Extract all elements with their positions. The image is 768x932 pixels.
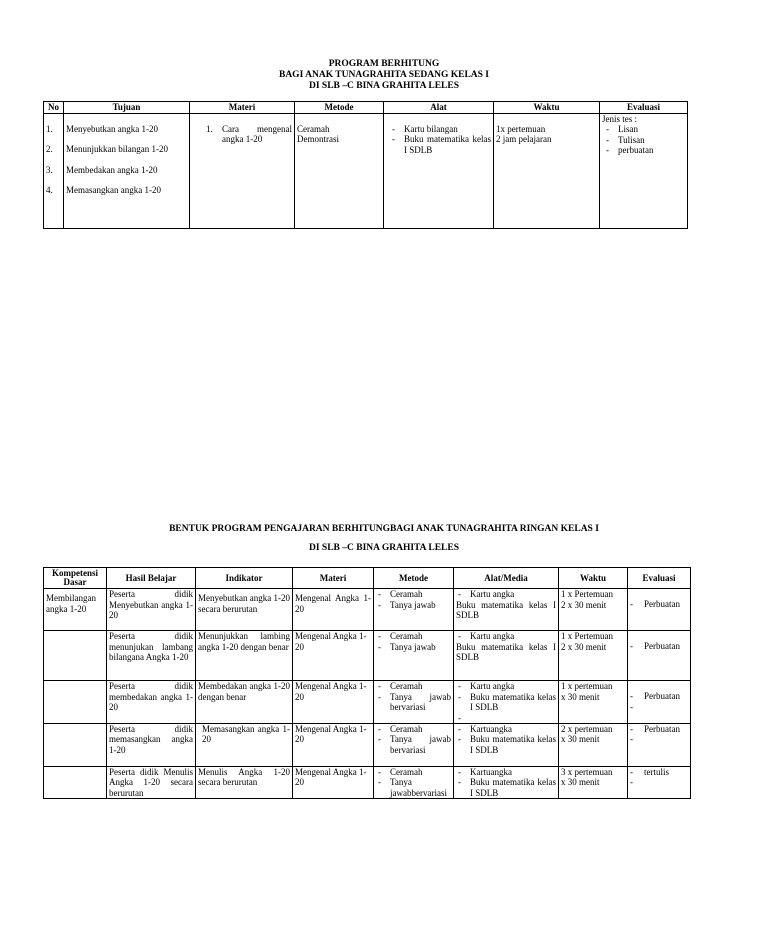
materi-cell: Mengenal Angka 1-20 (293, 766, 374, 799)
alat-cell (454, 766, 559, 799)
alat-cell (454, 723, 559, 766)
materi-cell: Mengenal Angka 1-20 (293, 589, 374, 631)
header-no: No (44, 102, 64, 114)
waktu-item: 1 x pertemuan (561, 681, 613, 691)
metode-cell (374, 723, 454, 766)
evaluasi-item: - tertulis (630, 767, 688, 778)
doc1-body-row (44, 113, 688, 228)
tujuan-item: Memasangkan angka 1-20 (66, 185, 161, 195)
waktu-item: 3 x pertemuan (561, 766, 613, 777)
evaluasi-cell (628, 766, 691, 799)
no-item: 2. (46, 144, 53, 154)
alat-item: - Buku matematika kelas I SDLB (456, 692, 556, 713)
alat-item: - Buku matematika kelas I SDLB (456, 734, 556, 755)
waktu-cell (559, 723, 628, 766)
evaluasi-item (630, 702, 688, 712)
metode-item: - Ceramah (376, 631, 451, 642)
evaluasi-item: - Tulisan (604, 135, 685, 146)
indikator-cell: Menulis Angka 1-20 secara berurutan (196, 766, 293, 799)
waktu-item: 2 x 30 menit (561, 599, 607, 610)
table-row (44, 631, 691, 681)
alat-cell (454, 681, 559, 724)
evaluasi-item: - Perbuatan (630, 724, 688, 735)
metode-cell (374, 766, 454, 799)
metode-item: - Tanya jawab bervariasi (376, 734, 451, 755)
waktu-cell (559, 631, 628, 681)
waktu-item: x 30 menit (561, 691, 600, 702)
alat-item: - Kartu angka (456, 631, 556, 642)
kompetensi-cell (44, 681, 107, 724)
metode-cell (374, 631, 454, 681)
metode-item: - Tanya jawab (376, 600, 451, 611)
waktu-cell (559, 766, 628, 799)
header-metode: Metode (295, 102, 384, 114)
header-materi: Materi (190, 102, 295, 114)
waktu-cell (559, 681, 628, 724)
evaluasi-item: - Lisan (604, 124, 685, 135)
metode-cell (374, 681, 454, 724)
doc1-title-line: DI SLB –C BINA GRAHITA LELES (308, 81, 460, 91)
waktu-cell (559, 589, 628, 631)
alat-item: Buku matematika kelas I SDLB (456, 641, 556, 662)
waktu-item: x 30 menit (561, 777, 600, 787)
alat-item: - Kartuangka (456, 724, 556, 735)
hasil-cell: Peserta didik Menulis Angka 1-20 secara berurutan (107, 766, 196, 799)
evaluasi-cell (600, 113, 688, 228)
materi-cell (190, 113, 295, 228)
header-hasil: Hasil Belajar (107, 568, 196, 589)
hasil-cell: Peserta didik menunjukan lambang bilangana Angka 1-20 (107, 631, 196, 681)
no-item: 1. (46, 123, 53, 134)
hasil-cell: Peserta didik Menyebutkan angka 1-20 (107, 589, 196, 631)
table-row (44, 681, 691, 724)
header-waktu: Waktu (559, 568, 628, 589)
doc2-table (43, 567, 691, 799)
header-waktu: Waktu (494, 102, 600, 114)
materi-cell: Mengenal Angka 1-20 (293, 631, 374, 681)
kompetensi-cell: Membilangan angka 1-20 (44, 589, 107, 631)
evaluasi-cell (628, 681, 691, 724)
table-row (44, 589, 691, 631)
metode-item: - Ceramah (376, 589, 451, 600)
doc2-title (0, 524, 768, 554)
indikator-cell: Memasangkan angka 1-20 (196, 723, 293, 766)
no-cell (44, 113, 64, 228)
doc2-title-line: DI SLB –C BINA GRAHITA LELES (308, 543, 460, 553)
materi-cell: Mengenal Angka 1-20 (293, 681, 374, 724)
header-evaluasi: Evaluasi (600, 102, 688, 114)
metode-item: - Ceramah (376, 767, 451, 778)
no-item: 4. (46, 185, 53, 195)
metode-cell (295, 113, 384, 228)
metode-item: - Tanya jawab (376, 642, 451, 653)
doc1-header-row (44, 102, 688, 114)
kompetensi-cell (44, 631, 107, 681)
alat-item: - Kartuangka (456, 767, 556, 778)
tujuan-cell (64, 113, 190, 228)
metode-item: - Ceramah (376, 724, 451, 735)
alat-cell (384, 113, 494, 228)
header-evaluasi: Evaluasi (628, 568, 691, 589)
metode-item: - Tanya jawabbervariasi (376, 777, 451, 798)
alat-item: Buku matematika kelas I SDLB (456, 599, 556, 620)
header-materi: Materi (293, 568, 374, 589)
table-row (44, 723, 691, 766)
kompetensi-cell (44, 766, 107, 799)
evaluasi-cell (628, 723, 691, 766)
evaluasi-item: - perbuatan (604, 145, 685, 156)
alat-cell (454, 631, 559, 681)
indikator-cell: Menyebutkan angka 1-20 secara berurutan (196, 589, 293, 631)
evaluasi-item (630, 777, 688, 787)
doc1-title (0, 59, 768, 92)
waktu-item: 1 x Pertemuan (561, 631, 613, 641)
evaluasi-item: - Perbuatan (630, 599, 688, 610)
indikator-cell: Menunjukkan lambing angka 1-20 dengan benar (196, 631, 293, 681)
materi-cell: Mengenal Angka 1-20 (293, 723, 374, 766)
evaluasi-cell (628, 589, 691, 631)
metode-cell (374, 589, 454, 631)
header-alat-media: Alat/Media (454, 568, 559, 589)
metode-item: - Ceramah (376, 681, 451, 692)
indikator-cell: Membedakan angka 1-20 dengan benar (196, 681, 293, 724)
evaluasi-item: - Perbuatan (630, 641, 688, 652)
hasil-cell: Peserta didik membedakan angka 1-20 (107, 681, 196, 724)
doc1-title-line: PROGRAM BERHITUNG (328, 59, 440, 69)
waktu-item: 1 x Pertemuan (561, 589, 613, 599)
materi-text: Cara mengenal angka 1-20 (222, 123, 292, 144)
header-kompetensi: Kompetensi Dasar (44, 568, 107, 589)
header-metode: Metode (374, 568, 454, 589)
doc1-title-line: BAGI ANAK TUNAGRAHITA SEDANG KELAS I (278, 70, 489, 80)
tujuan-item: Membedakan angka 1-20 (66, 164, 158, 175)
alat-cell (454, 589, 559, 631)
doc2-header-row (44, 568, 691, 589)
table-row (44, 766, 691, 799)
waktu-item: 2 x pertemuan (561, 723, 613, 734)
alat-item: - Kartu angka (456, 589, 556, 600)
kompetensi-cell (44, 723, 107, 766)
evaluasi-label: Jenis tes : (602, 113, 637, 124)
hasil-cell: Peserta didik memasangkan angka 1-20 (107, 723, 196, 766)
evaluasi-item: - Perbuatan (630, 691, 688, 702)
alat-item: - Buku matematika kelas I SDLB (456, 777, 556, 798)
waktu-item: 2 jam pelajaran (496, 134, 552, 144)
evaluasi-cell (628, 631, 691, 681)
header-tujuan: Tujuan (64, 102, 190, 114)
header-alat: Alat (384, 102, 494, 114)
waktu-item: 2 x 30 menit (561, 641, 607, 652)
waktu-item: x 30 menit (561, 734, 600, 744)
waktu-cell (494, 113, 600, 228)
tujuan-item: Menunjukkan bilangan 1-20 (66, 144, 168, 154)
doc1-table (43, 101, 688, 229)
evaluasi-item (630, 734, 688, 744)
alat-item (456, 713, 556, 723)
metode-item: Ceramah (297, 123, 330, 134)
doc2-title-line: BENTUK PROGRAM PENGAJARAN BERHITUNGBAGI ANAK TUNAGRAHITA RINGAN KELAS I (169, 524, 599, 534)
alat-item: - Kartu bilangan (390, 124, 491, 135)
waktu-item: 1x pertemuan (496, 123, 546, 134)
no-item: 3. (46, 164, 53, 175)
metode-item: - Tanya jawab bervariasi (376, 692, 451, 713)
metode-item: Demontrasi (297, 134, 339, 144)
materi-no: 1. (206, 123, 213, 134)
header-indikator: Indikator (196, 568, 293, 589)
alat-item: - Kartu angka (456, 681, 556, 692)
tujuan-item: Menyebutkan angka 1-20 (66, 123, 158, 134)
alat-item: - Buku matematika kelas I SDLB (390, 134, 491, 155)
